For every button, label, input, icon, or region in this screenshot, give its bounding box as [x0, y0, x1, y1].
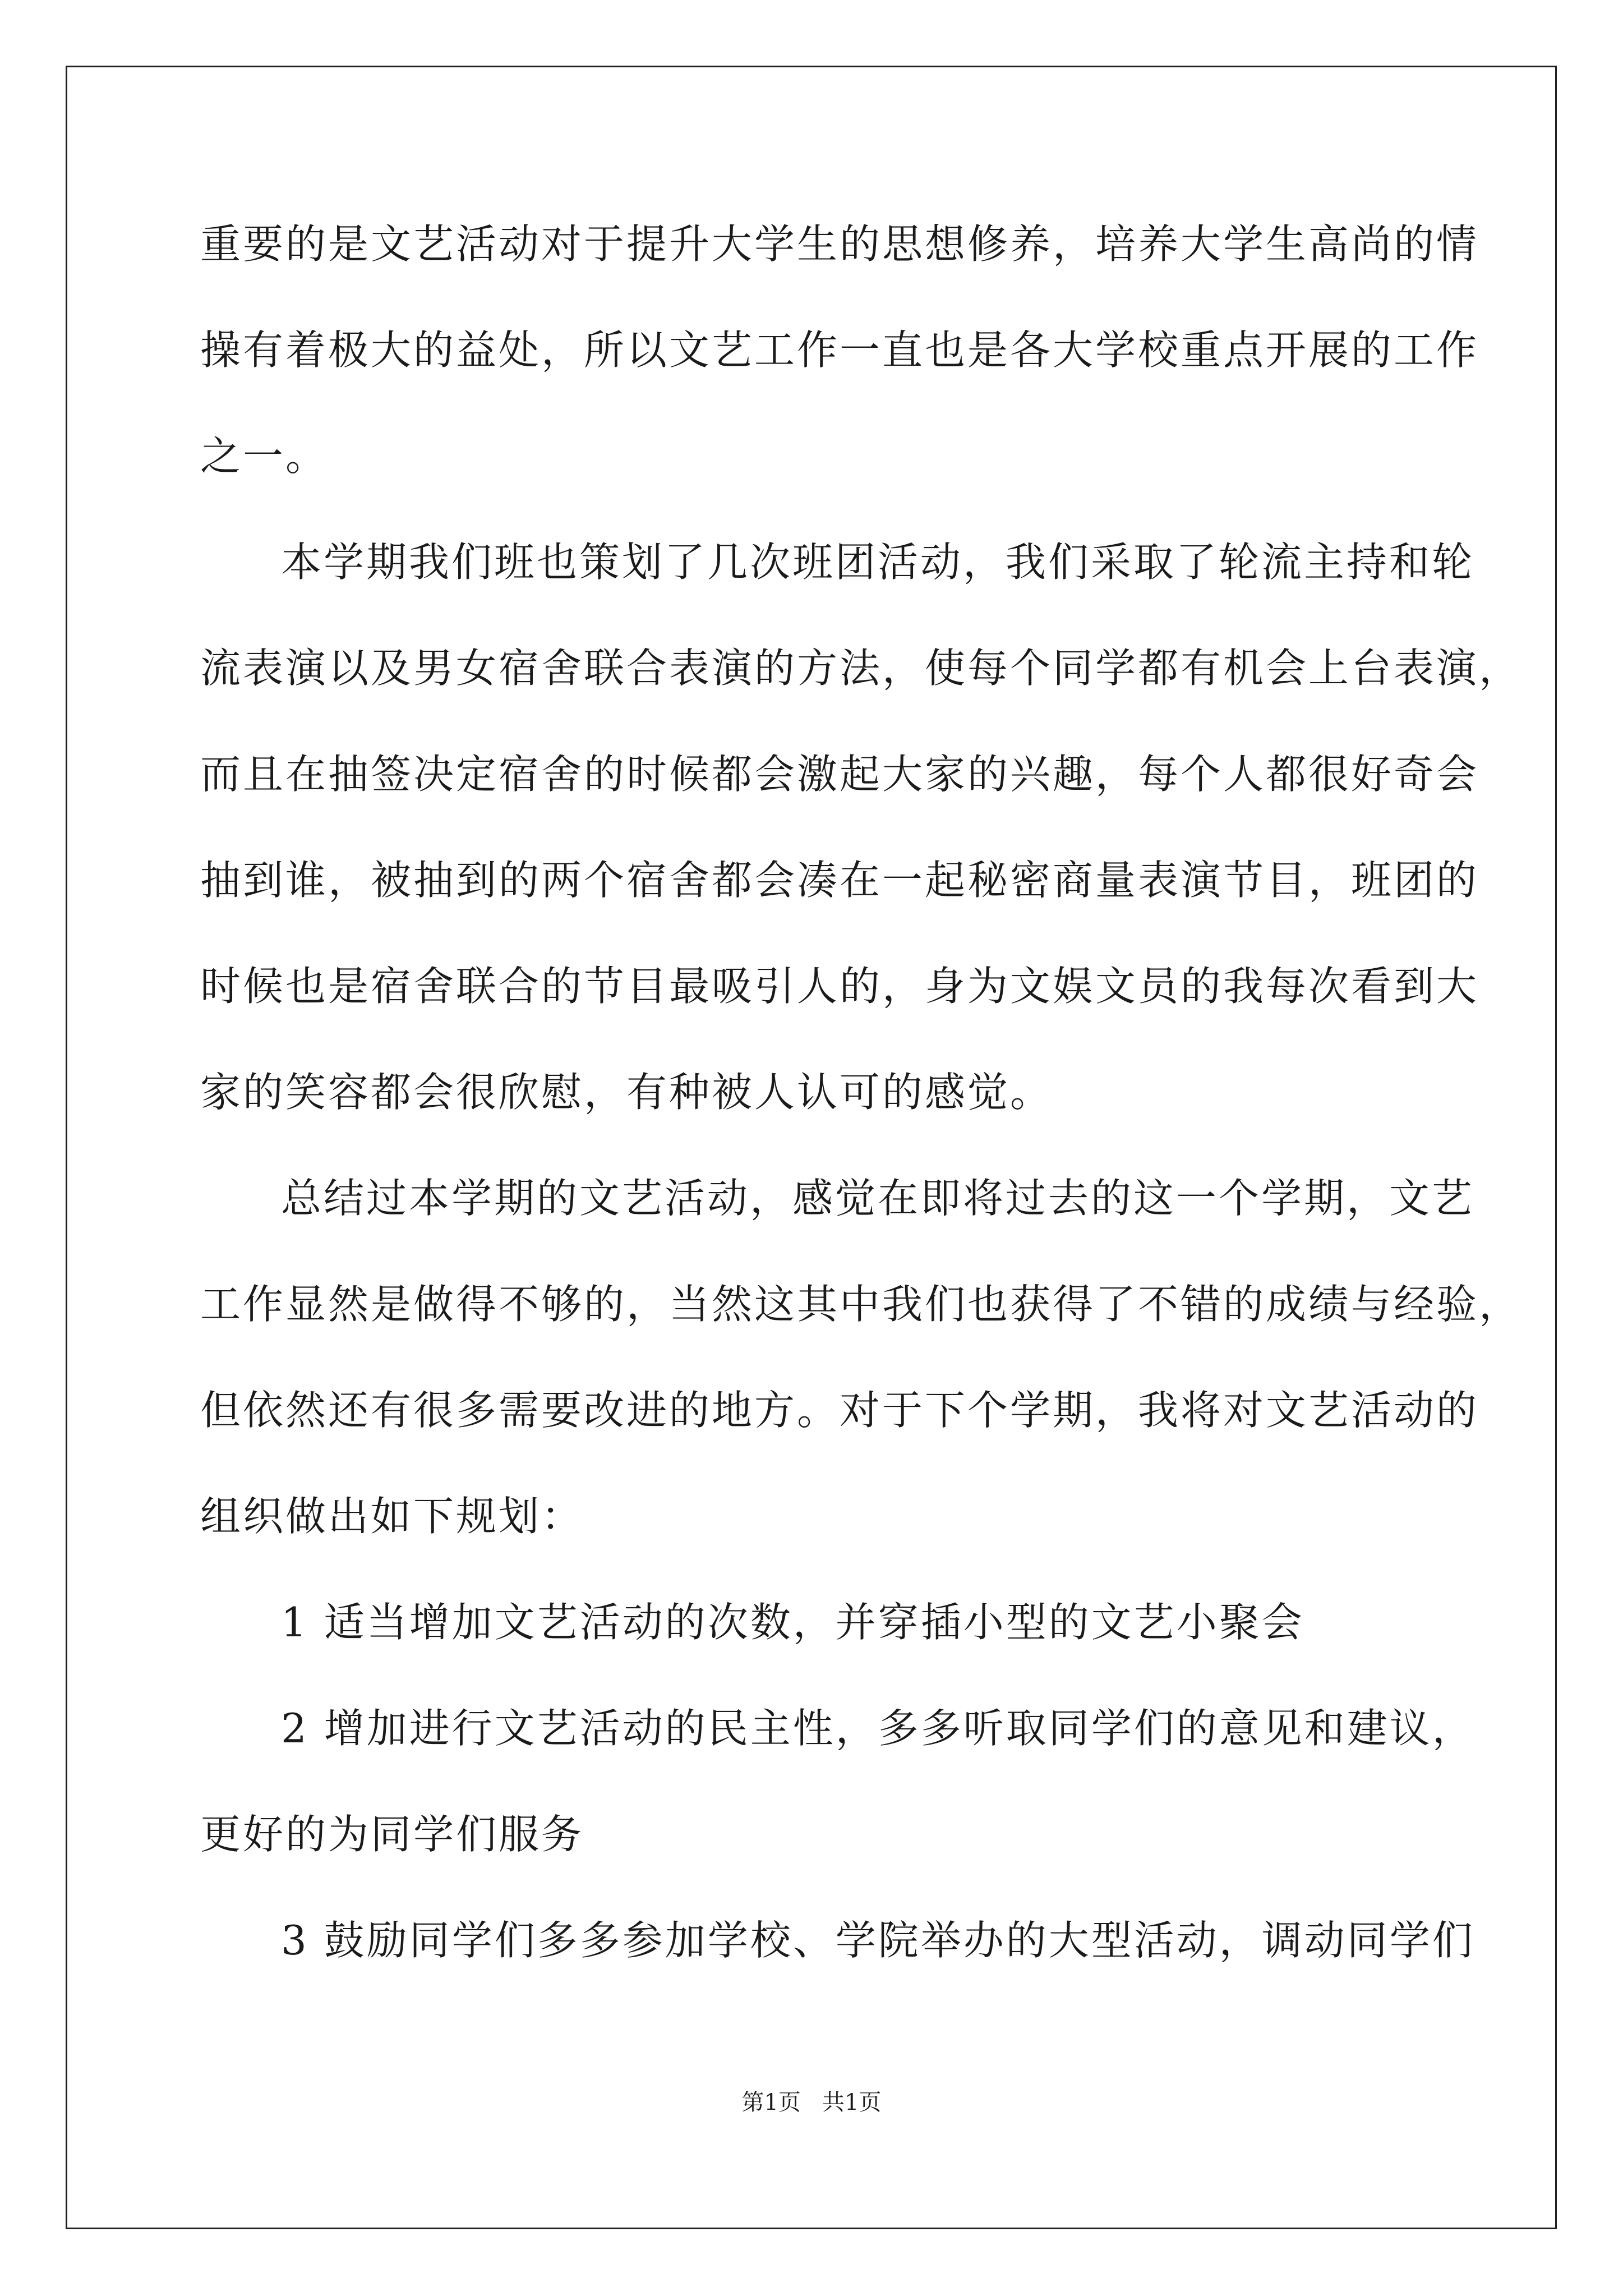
- text-line: 更好的为同学们服务: [200, 1811, 584, 1858]
- text-line: 重要的是文艺活动对于提升大学生的思想修养，培养大学生高尚的情: [200, 220, 1479, 268]
- text-line: 抽到谁，被抽到的两个宿舍都会凑在一起秘密商量表演节目，班团的: [200, 857, 1479, 904]
- text-line: 家的笑容都会很欣慰，有种被人认可的感觉。: [200, 1069, 1053, 1116]
- text-line: 时候也是宿舍联合的节目最吸引人的，身为文娱文员的我每次看到大: [200, 963, 1479, 1010]
- paragraph-start-line: 本学期我们班也策划了几次班团活动，我们采取了轮流主持和轮: [281, 539, 1475, 586]
- page-footer: 第1页 共1页: [741, 2090, 882, 2115]
- document-body: [200, 213, 1522, 2016]
- text-line: 但依然还有很多需要改进的地方。对于下个学期，我将对文艺活动的: [200, 1387, 1479, 1434]
- text-line: 流表演以及男女宿舍联合表演的方法，使每个同学都有机会上台表演，: [200, 645, 1522, 692]
- list-item-2: 2 增加进行文艺活动的民主性，多多听取同学们的意见和建议，: [281, 1705, 1475, 1752]
- text-line: 操有着极大的益处，所以文艺工作一直也是各大学校重点开展的工作: [200, 326, 1479, 374]
- text-line: 之一。: [200, 432, 329, 480]
- text-line: 组织做出如下规划：: [200, 1493, 584, 1540]
- paragraph-start-line: 总结过本学期的文艺活动，感觉在即将过去的这一个学期，文艺: [281, 1175, 1475, 1222]
- text-line: 工作显然是做得不够的，当然这其中我们也获得了不错的成绩与经验，: [200, 1281, 1522, 1328]
- text-line: 而且在抽签决定宿舍的时候都会激起大家的兴趣，每个人都很好奇会: [200, 751, 1479, 798]
- list-item-3: 3 鼓励同学们多多参加学校、学院举办的大型活动，调动同学们: [281, 1917, 1475, 1964]
- list-item-1: 1 适当增加文艺活动的次数，并穿插小型的文艺小聚会: [281, 1599, 1304, 1646]
